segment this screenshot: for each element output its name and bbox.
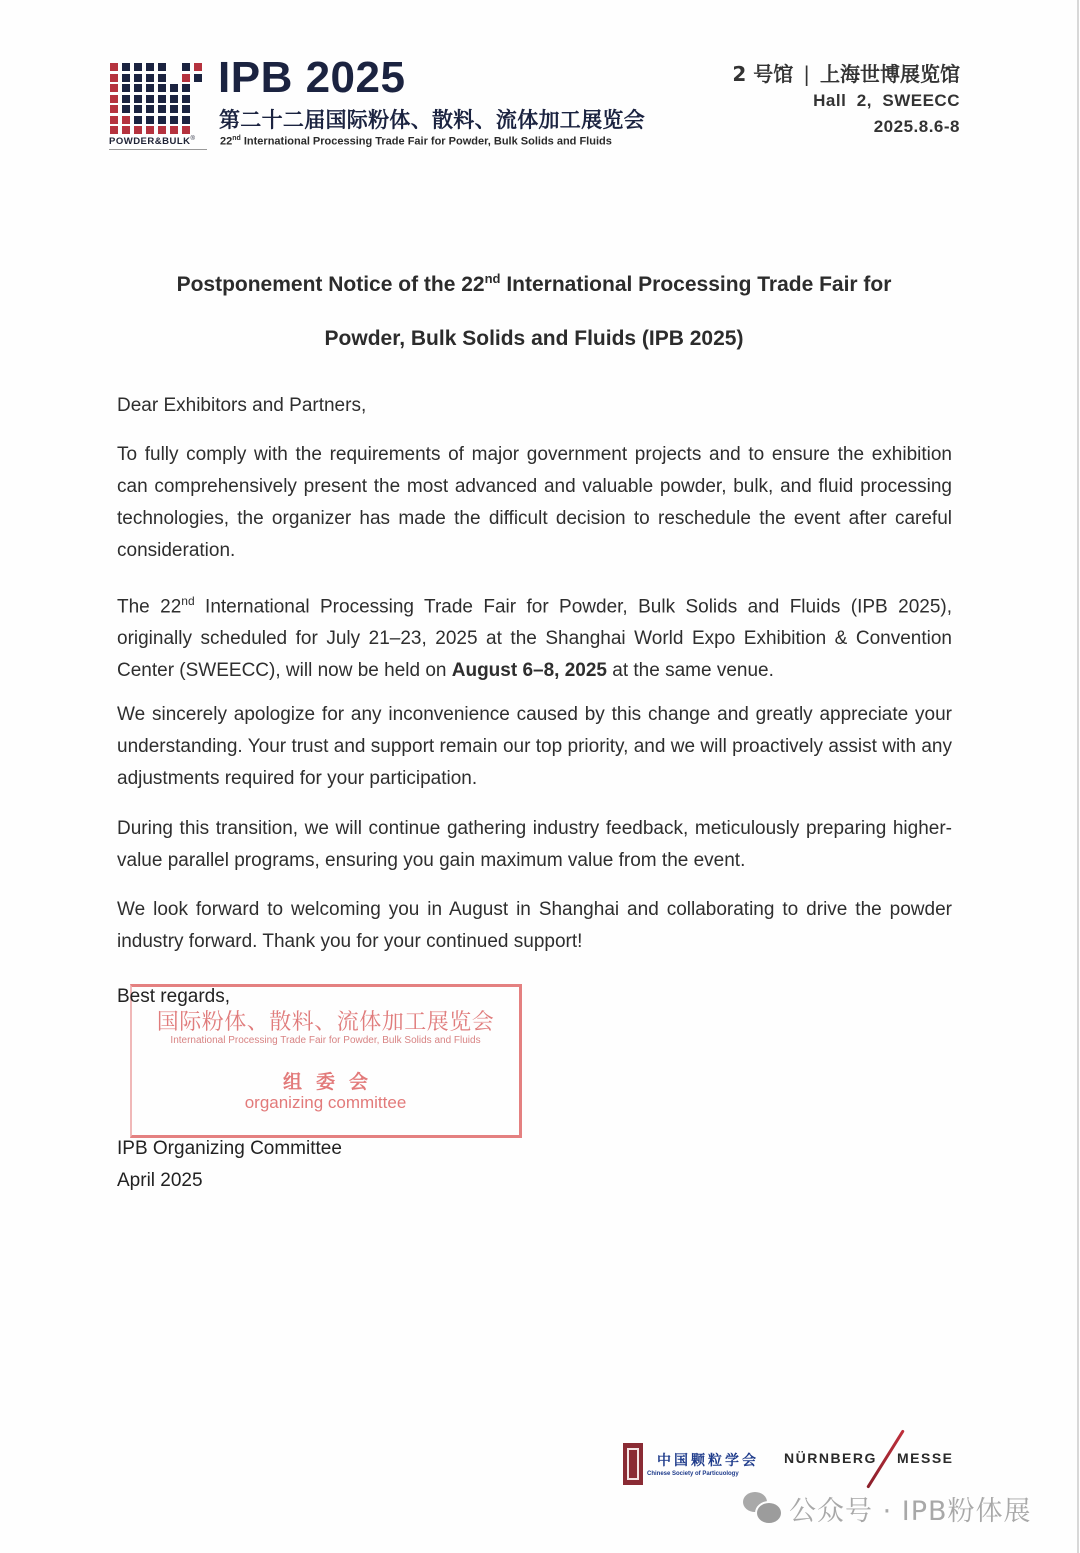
logo-square [122,63,130,71]
venue-cn [732,60,960,88]
venue-info [732,60,960,140]
powder-bulk-logo-text [109,136,195,147]
stamp-org-en: organizing committee [244,1093,407,1112]
logo-name: POWDER&BULK [109,136,191,148]
logo-square [182,126,190,134]
logo-square [134,126,142,134]
logo-square [182,63,190,71]
logo-square [134,84,142,92]
logo-square [146,63,154,71]
logo-square [170,84,178,92]
title-ordinal: nd [484,271,501,286]
paragraph-apology: We sincerely apologize for any inconvenience caused by this change and greatly appreciate your understanding. Your trust and support remain our top priority, and we will proactively assist with any adjustments required for your participation. [117,704,952,789]
venue-name-cn: 上海世博展览馆 [820,62,960,86]
logo-square [158,95,166,103]
logo-square [110,84,118,92]
logo-square [110,74,118,82]
subtitle-en-text: International Processing Trade Fair for Powder, Bulk Solids and Fluids [240,135,612,148]
p2-text-b: International Processing Trade Fair for Powder, Bulk Solids and Fluids (IPB 2025), originally scheduled for July 21–23, 2025 at the Shanghai World Expo Exhibition & Convention Center (SWEECC), will now be held on [117,596,952,682]
wechat-watermark: 公众号 · IPB粉体展 [789,1496,1032,1527]
logo-square [170,105,178,113]
nuernberg-messe-left: NÜRNBERG [784,1450,877,1466]
logo-square [110,126,118,134]
logo-square [134,74,142,82]
title-text-b: International Processing Trade Fair for [500,273,892,296]
subtitle-en-ordinal: nd [232,135,241,142]
brand-title: IPB 2025 [218,53,406,102]
closing-regards: Best regards, [117,986,230,1007]
logo-square [122,74,130,82]
signer-name: IPB Organizing Committee [117,1138,342,1159]
p2-text-a: The 22 [117,596,182,618]
logo-square [146,105,154,113]
logo-square [110,105,118,113]
venue-separator: | [803,62,810,86]
logo-square [122,105,130,113]
subtitle-en-number: 22 [220,135,233,148]
logo-square [170,116,178,124]
hall-en: Hall 2, SWEECC [813,91,960,110]
logo-square [110,95,118,103]
logo-square [122,126,130,134]
logo-square [134,95,142,103]
logo-square [146,74,154,82]
logo-square [158,105,166,113]
logo-square [182,84,190,92]
logo-square [194,74,202,82]
title-text-a: Postponement Notice of the 22 [176,273,485,296]
brand-subtitle-en [220,135,612,148]
powder-bulk-logo-grid [110,63,206,135]
notice-title-line-2: Powder, Bulk Solids and Fluids (IPB 2025) [324,327,744,350]
logo-square [122,116,130,124]
logo-square [134,116,142,124]
logo-square [158,116,166,124]
page-edge-line [1077,0,1079,1553]
logo-square [182,95,190,103]
paragraph-transition: During this transition, we will continue gathering industry feedback, meticulously preparing higher-value parallel programs, ensuring you gain maximum value from the event. [117,818,952,871]
logo-square [158,126,166,134]
logo-square [134,63,142,71]
event-dates: 2025.8.6-8 [873,117,960,136]
logo-square [110,116,118,124]
wechat-icon [743,1492,783,1524]
new-dates-bold: August 6–8, 2025 [451,660,607,682]
nuernberg-messe-right: MESSE [897,1450,954,1466]
logo-square [182,116,190,124]
csp-name-en: Chinese Society of Particuology [647,1471,739,1477]
logo-square [170,95,178,103]
registered-mark: ® [190,136,196,142]
logo-square [182,74,190,82]
notice-title-line-1 [0,271,1068,297]
stamp-cn-text: 国际粉体、散料、流体加工展览会 [156,1010,495,1035]
paragraph-reason: To fully comply with the requirements of major government projects and to ensure the exhibition can comprehensively present the most advanced and valuable powder, bulk, and fluid processing technologies, the organizer has made the difficult decision to reschedule the event after careful consideration. [117,444,952,561]
csp-logo-icon [623,1443,643,1485]
p2-text-c: at the same venue. [607,660,774,682]
stamp-org-cn: 组委会 [282,1071,382,1093]
logo-square [194,63,202,71]
logo-square [158,74,166,82]
logo-square [122,84,130,92]
hall-cn: 2 号馆 [732,62,794,86]
greeting: Dear Exhibitors and Partners, [117,395,367,416]
logo-square [146,84,154,92]
logo-square [146,116,154,124]
logo-square [170,126,178,134]
brand-subtitle-cn: 第二十二届国际粉体、散料、流体加工展览会 [219,108,645,132]
logo-square [182,105,190,113]
csp-logo-inner [627,1448,639,1480]
csp-name-cn: 中国颗粒学会 [657,1453,759,1469]
wechat-bubble-small [755,1501,783,1525]
logo-square [110,63,118,71]
letter-date: April 2025 [117,1170,203,1191]
paragraph-closing: We look forward to welcoming you in August in Shanghai and collaborating to drive the powder industry forward. Thank you for your continued support! [117,899,952,952]
logo-square [146,95,154,103]
paragraph-new-dates [117,585,952,687]
logo-square [134,105,142,113]
logo-square [146,126,154,134]
logo-square [122,95,130,103]
logo-underline [109,149,207,150]
logo-square [158,63,166,71]
logo-square [158,84,166,92]
p2-ordinal: nd [181,594,195,608]
stamp-en-text: International Processing Trade Fair for Powder, Bulk Solids and Fluids [170,1035,481,1046]
